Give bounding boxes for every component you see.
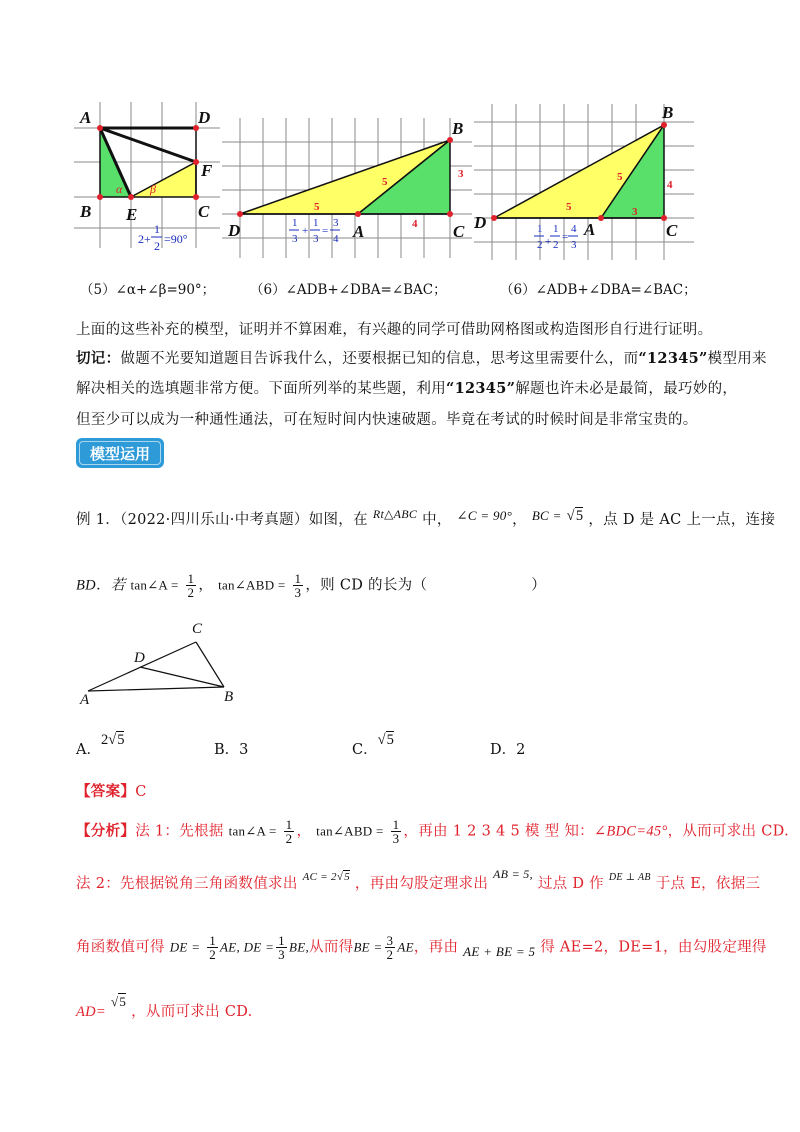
choice-a-value: 2√5	[100, 732, 125, 748]
choice-c-value: √5	[377, 732, 394, 748]
analysis-l2b: ，再由勾股定理求出	[354, 876, 489, 892]
f2-den: 3	[313, 233, 319, 245]
num-4: 4	[667, 179, 673, 191]
analysis-ac: AC = 2√5	[302, 871, 350, 883]
label-A: A	[584, 220, 596, 239]
num-5a: 5	[314, 201, 320, 213]
analysis-sum: AE + BE = 5	[463, 943, 536, 959]
num-5b: 5	[382, 176, 388, 188]
figure-6a	[222, 112, 472, 262]
note-text-1b: 模型用来	[707, 351, 767, 367]
label-D: D	[474, 213, 487, 232]
formula-lead: 2+	[138, 232, 151, 246]
label-B: B	[452, 119, 464, 138]
formula-tail: =90°	[164, 232, 188, 246]
analysis-ad-sqrt: √5	[110, 994, 127, 1009]
example-comma: ，	[512, 512, 527, 528]
frac-num: 1	[209, 933, 217, 948]
label-A: A	[80, 108, 92, 127]
analysis-be-frac	[385, 934, 396, 961]
example-rest: ，点 D 是 AC 上一点，连接	[588, 512, 776, 528]
frac-den: 2	[386, 947, 394, 962]
label-E: E	[126, 205, 138, 224]
label-C: C	[192, 621, 203, 637]
analysis-de2-frac	[276, 934, 287, 961]
analysis-l4b: ，从而可求出 CD.	[131, 1004, 253, 1020]
example-close: ）	[531, 577, 547, 594]
f-eq: =	[562, 231, 569, 243]
analysis-perp: DE ⊥ AB	[608, 872, 651, 883]
figure-6a-svg	[222, 112, 472, 262]
f3-num: 4	[571, 223, 577, 235]
label-beta: β	[150, 182, 156, 196]
figure-6b	[474, 100, 694, 265]
frac-den: 2	[285, 831, 293, 846]
analysis-bdc: ∠BDC=45°	[593, 823, 668, 840]
choice-a-coef: 2	[100, 732, 109, 748]
example-line-2	[76, 572, 546, 599]
analysis-l2a: 法 2：先根据锐角三角函数值求出	[76, 876, 298, 892]
f2-num: 1	[553, 223, 559, 235]
analysis-l2d: 于点 E，依据三	[655, 876, 761, 892]
example-figure	[76, 618, 246, 708]
analysis-l2c: 过点 D 作	[537, 876, 604, 892]
caption-6b: （6）∠ADB+∠DBA=∠BAC；	[500, 282, 697, 298]
label-D: D	[198, 108, 211, 127]
frac-num: 1	[187, 571, 195, 586]
analysis-sep: ，	[296, 823, 312, 840]
label-alpha: α	[116, 182, 123, 196]
caption-6a: （6）∠ADB+∠DBA=∠BAC；	[250, 282, 447, 298]
f1-num: 1	[292, 217, 298, 229]
analysis-line-3	[76, 934, 767, 961]
analysis-l3b: 从而得	[309, 939, 354, 956]
analysis-de2b: BE,	[288, 939, 310, 955]
note-line-3: 但至少可以成为一种通性通法，可在短时间内快速破题。毕竟在考试的时候时间是非常宝贵的。	[76, 412, 698, 428]
example-tan-abd-frac	[293, 572, 304, 599]
label-B: B	[224, 689, 234, 705]
label-B: B	[662, 103, 674, 122]
label-C: C	[198, 202, 210, 221]
analysis-ab: AB = 5,	[493, 867, 533, 881]
note-label: 切记：	[76, 350, 121, 367]
analysis-line-2	[76, 867, 761, 893]
analysis-l3d: 得 AE=2，DE=1，由勾股定理得	[540, 939, 767, 956]
yellow-triangle	[131, 162, 196, 197]
analysis-line-4	[76, 994, 253, 1021]
example-tan-a: tan∠A =	[130, 577, 179, 593]
num-3: 3	[632, 206, 638, 218]
f3-den: 4	[333, 233, 339, 245]
example-bc: BC =	[531, 508, 562, 523]
choice-a-label: A．	[76, 742, 101, 758]
example-tan-abd: tan∠ABD =	[218, 577, 286, 593]
example-line-1	[76, 508, 775, 529]
analysis-line-1	[76, 818, 789, 845]
analysis-m3: ，从而可求出 CD.	[667, 823, 789, 840]
example-bd: BD．若	[76, 577, 126, 594]
example-zhong: 中，	[422, 512, 452, 528]
frac-den: 3	[278, 947, 285, 962]
formula-num: 1	[154, 222, 160, 236]
f1-num: 1	[537, 223, 543, 235]
num-3: 3	[458, 168, 464, 180]
note-line-2	[76, 377, 737, 398]
f1-den: 3	[292, 233, 298, 245]
choice-a[interactable]	[76, 732, 125, 759]
frac-num: 1	[294, 571, 302, 586]
analysis-l3a: 角函数值可得	[76, 939, 165, 956]
f3-num: 3	[333, 217, 339, 229]
frac-num: 1	[278, 933, 285, 948]
choice-c-rad: 5	[386, 732, 394, 748]
f-plus: +	[545, 236, 552, 248]
analysis-tan-abd-frac	[391, 818, 402, 845]
f3-den: 3	[571, 239, 577, 251]
choice-d[interactable]: D．2	[490, 742, 526, 758]
f-plus: +	[302, 225, 309, 237]
frac-num: 3	[386, 933, 394, 948]
analysis-de1b: AE, DE =	[220, 939, 275, 955]
analysis-ac-text: AC = 2	[302, 871, 337, 883]
example-tan-a-frac	[186, 572, 197, 599]
section-badge	[76, 438, 164, 468]
choice-a-rad: 5	[117, 732, 125, 748]
note-text-2b: 解题也许未必是最简，最巧妙的，	[515, 381, 738, 397]
example-rt: Rt△ABC	[372, 507, 418, 521]
figure-5	[74, 100, 220, 260]
example-prefix: 例 1．（2022·四川乐山·中考真题）如图，在	[76, 512, 368, 528]
label-F: F	[201, 161, 213, 180]
analysis-m2: ，再由 1 2 3 4 5 模 型 知：	[403, 823, 594, 840]
analysis-label: 【分析】	[76, 822, 136, 840]
frac-num: 1	[285, 817, 293, 832]
caption-5: （5）∠α+∠β=90°；	[80, 282, 216, 298]
choice-c-label: C．	[352, 742, 378, 758]
num-5b: 5	[617, 171, 623, 183]
analysis-ad-rad: 5	[119, 994, 127, 1009]
frac-den: 2	[209, 947, 217, 962]
label-C: C	[453, 222, 465, 241]
label-D: D	[228, 221, 241, 240]
example-sep: ，	[198, 577, 214, 594]
f2-den: 2	[553, 239, 559, 251]
section-badge-text: 模型运用	[89, 444, 150, 463]
formula-den: 2	[154, 239, 160, 253]
analysis-de1-frac	[207, 934, 218, 961]
f2-num: 1	[313, 217, 319, 229]
note-line-1	[76, 347, 767, 368]
analysis-tan-a: tan∠A =	[228, 823, 277, 839]
analysis-l3c: ，再由	[413, 939, 459, 956]
example-ask: ，则 CD 的长为（	[305, 577, 428, 594]
num-5a: 5	[566, 201, 572, 213]
analysis-be: BE =	[353, 939, 383, 955]
choice-b[interactable]: B．3	[214, 742, 249, 758]
analysis-m1: 法 1：先根据	[135, 823, 224, 840]
f1-den: 2	[537, 239, 543, 251]
example-figure-svg	[76, 618, 246, 708]
num-4: 4	[412, 218, 418, 230]
figure-6b-svg	[474, 100, 694, 265]
frac-den: 2	[187, 585, 195, 600]
analysis-l4a: AD=	[76, 1004, 107, 1020]
figure-5-svg	[74, 100, 220, 260]
label-C: C	[666, 221, 678, 240]
analysis-ac-rad: 5	[344, 871, 350, 883]
label-D: D	[134, 650, 145, 666]
frac-den: 3	[392, 831, 400, 846]
example-bc-sqrt: √5	[566, 508, 584, 524]
analysis-beb: AE	[397, 939, 414, 955]
analysis-de1: DE =	[169, 939, 201, 955]
note-model-1: “12345”	[638, 350, 708, 367]
choice-c[interactable]	[352, 732, 394, 759]
note-text-1a: 做题不光要知道题目告诉我什么，还要根据已知的信息，思考这里需要什么，而	[120, 351, 639, 367]
analysis-tan-abd: tan∠ABD =	[316, 823, 384, 839]
answer-label: 【答案】	[76, 783, 136, 800]
intro-paragraph: 上面的这些补充的模型，证明并不算困难，有兴趣的同学可借助网格图或构造图形自行进行证明。	[76, 322, 713, 338]
note-text-2a: 解决相关的选填题非常方便。下面所列举的某些题，利用	[76, 381, 446, 397]
example-bc-rad: 5	[575, 508, 584, 524]
frac-num: 1	[392, 817, 400, 832]
label-B: B	[80, 202, 92, 221]
label-A: A	[353, 222, 365, 241]
label-A: A	[80, 692, 90, 708]
note-model-2: “12345”	[446, 380, 516, 397]
frac-den: 3	[294, 585, 302, 600]
answer-line	[76, 780, 147, 801]
f-eq: =	[322, 225, 329, 237]
example-angle-c: ∠C = 90°	[456, 508, 513, 523]
analysis-tan-a-frac	[284, 818, 295, 845]
answer-value: C	[135, 784, 147, 800]
